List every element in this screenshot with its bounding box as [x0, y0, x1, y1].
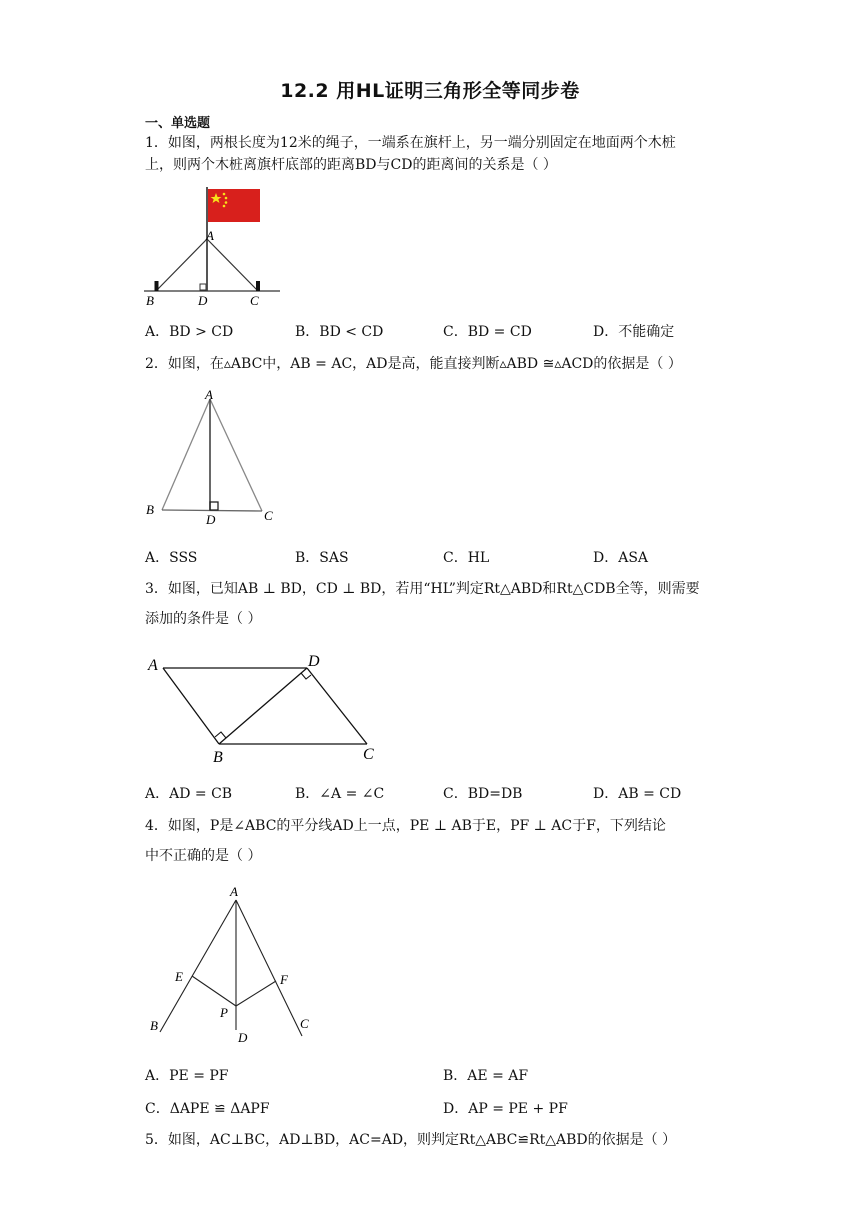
figure-4-label-c: C: [300, 1016, 309, 1031]
question-3-option-d[interactable]: D．AB = CD: [593, 786, 682, 802]
question-2-option-c[interactable]: C．HL: [443, 550, 490, 566]
figure-1-label-d: D: [198, 293, 208, 308]
question-1-option-b[interactable]: B．BD < CD: [295, 324, 384, 340]
page-title: 12.2 用HL证明三角形全等同步卷: [280, 80, 580, 102]
question-1-option-c[interactable]: C．BD = CD: [443, 324, 532, 340]
question-1-option-d[interactable]: D．不能确定: [593, 324, 675, 340]
question-1-option-a[interactable]: A．BD > CD: [145, 324, 234, 340]
question-1-figure: [140, 183, 285, 308]
figure-4-label-e: E: [175, 969, 183, 984]
figure-2-label-d: D: [206, 512, 216, 527]
figure-2-label-a: A: [205, 387, 213, 402]
figure-4-label-p: P: [220, 1005, 228, 1020]
question-3-option-c[interactable]: C．BD=DB: [443, 786, 523, 802]
figure-1-label-b: B: [146, 293, 154, 308]
question-3-option-b[interactable]: B．∠A = ∠C: [295, 786, 385, 802]
figure-2-label-c: C: [264, 508, 273, 523]
question-4-option-d[interactable]: D．AP = PE + PF: [443, 1101, 568, 1117]
question-5-line-1: 5．如图，AC⊥BC，AD⊥BD，AC=AD，则判定Rt△ABC≌Rt△ABD的依据是（ ）: [145, 1132, 677, 1148]
figure-3-label-a: A: [148, 657, 158, 674]
figure-1-label-c: C: [250, 293, 259, 308]
figure-4-label-b: B: [150, 1018, 158, 1033]
question-3-line-2: 添加的条件是（ ）: [145, 611, 262, 627]
figure-4-label-d: D: [238, 1030, 248, 1045]
question-4-option-c[interactable]: C．ΔAPE ≌ ΔAPF: [145, 1101, 270, 1117]
question-2-figure: [140, 385, 290, 530]
question-4-option-a[interactable]: A．PE = PF: [145, 1068, 229, 1084]
question-4-option-b[interactable]: B．AE = AF: [443, 1068, 529, 1084]
flag-icon: [207, 189, 260, 222]
question-5-stem: [145, 1129, 720, 1151]
figure-4-label-a: A: [230, 884, 238, 899]
figure-4-label-f: F: [280, 972, 288, 987]
figure-3-label-b: B: [213, 749, 223, 766]
question-2-option-b[interactable]: B．SAS: [295, 550, 349, 566]
question-2-stem: [145, 353, 720, 375]
question-4-line-1: 4．如图，P是∠ABC的平分线AD上一点，PE ⊥ AB于E，PF ⊥ AC于F，下列结论: [145, 818, 666, 834]
figure-3-label-d: D: [308, 653, 320, 670]
question-1-stem: [145, 132, 720, 176]
question-3-stem: [145, 578, 720, 630]
question-1-line-1: 1．如图，两根长度为12米的绳子，一端系在旗杆上，另一端分别固定在地面两个木桩: [145, 135, 676, 151]
question-3-option-a[interactable]: A．AD = CB: [145, 786, 233, 802]
figure-2-label-b: B: [146, 502, 154, 517]
question-1-line-2: 上，则两个木桩离旗杆底部的距离BD与CD的距离间的关系是（ ）: [145, 157, 557, 173]
question-3-figure: [140, 648, 390, 768]
question-4-line-2: 中不正确的是（ ）: [145, 848, 262, 864]
question-4-figure: [140, 880, 330, 1050]
question-2-line-1: 2．如图，在▵ABC中，AB = AC，AD是高，能直接判断▵ABD ≅▵ACD的依据是（ ）: [145, 356, 682, 372]
section-heading: 一、单选题: [145, 116, 211, 131]
question-4-stem: [145, 815, 720, 867]
question-2-option-a[interactable]: A．SSS: [145, 550, 198, 566]
figure-3-label-c: C: [363, 746, 374, 763]
question-2-option-d[interactable]: D．ASA: [593, 550, 649, 566]
question-3-line-1: 3．如图，已知AB ⊥ BD，CD ⊥ BD，若用“HL”判定Rt△ABD和Rt△CDB全等，则需要: [145, 581, 700, 597]
figure-1-label-a: A: [206, 228, 214, 243]
